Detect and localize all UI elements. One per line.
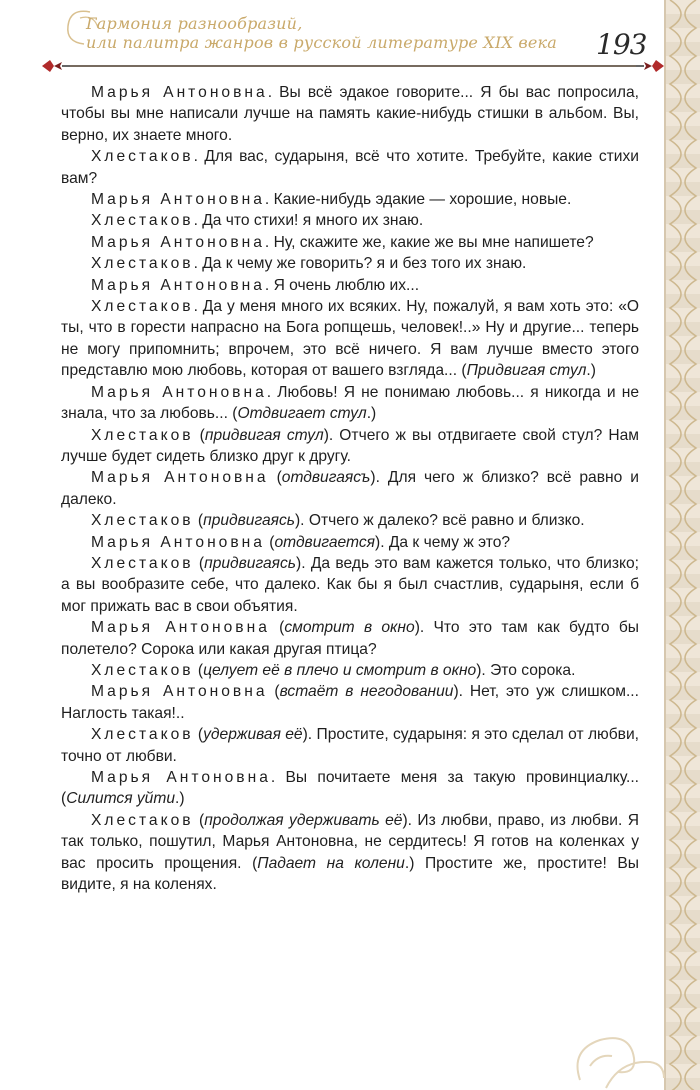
stage-direction: встаёт в негодовании [279,683,454,701]
dialogue-paragraph [61,189,639,210]
dialogue-paragraph [61,275,639,296]
dialogue-text: ( [267,683,280,701]
speaker-name: Хлестаков [91,212,194,230]
speaker-name: Хлестаков [91,811,194,829]
dialogue-text: ( [264,533,275,551]
dialogue-paragraph [61,724,639,767]
stage-direction: придвигаясь [204,554,296,572]
dialogue-paragraph [61,82,639,146]
stage-direction: Падает на колени [257,854,405,872]
dialogue-text: ). Это сорока. [476,661,576,679]
stage-direction: придвигаясь [203,512,295,530]
header-divider [40,58,666,74]
stage-direction: придвигая стул [204,426,324,444]
dialogue-text: . Ну, скажите же, какие же вы мне напишете? [264,233,594,251]
dialogue-text: ). Из любви, право, из любви. Я так только, пошутил, Марья Антоновна, не сердитесь! Я готов на коленках у вас просить прощения. ( [61,811,640,872]
speaker-name: Марья Антоновна [91,469,269,487]
speaker-name: Марья Антоновна [91,276,265,294]
speaker-name: Хлестаков [91,426,194,444]
dialogue-text: ( [193,512,204,530]
speaker-name: Марья Антоновна [91,383,267,401]
dialogue-text: . Да к чему же говорить? я и без того их знаю. [193,255,527,273]
speaker-name: Хлестаков [91,148,194,166]
dialogue-text: . Да что стихи! я много их знаю. [193,212,424,230]
page-number: 193 [596,28,647,61]
dialogue-text: ( [193,726,204,744]
dialogue-text: ( [193,811,205,829]
dialogue-text: . Вы почитаете меня за такую провинциалку... ( [61,769,639,808]
header-title [86,14,557,52]
speaker-name: Хлестаков [91,554,194,572]
speaker-name: Марья Антоновна [91,619,270,637]
stage-direction: целует её в плечо и смотрит в окно [203,661,477,679]
dialogue-paragraph [61,660,639,681]
page-header [0,0,666,80]
dialogue-paragraph [61,510,639,531]
dialogue-text: . Вы всё эдакое говорите... Я бы вас попросила, чтобы вы мне написали лучше на память какие-нибудь стишки в альбом. Вы, верно, их знаете много. [61,84,639,144]
dialogue-text: ). Отчего ж далеко? всё равно и близко. [294,512,585,530]
dialogue-text: ( [268,469,282,487]
speaker-name: Марья Антоновна [91,769,271,786]
decorative-border [664,0,700,1090]
dialogue-paragraph [61,467,639,510]
corner-swirl-icon [560,1000,670,1090]
dialogue-text: . Я очень люблю их... [264,276,420,294]
stage-direction: смотрит в окно [284,619,415,637]
speaker-name: Марья Антоновна [91,84,268,101]
speaker-name: Хлестаков [91,298,194,316]
dialogue-text: ). Отчего ж вы отдвигаете свой стул? Нам лучше будет сидеть близко друг к другу. [61,426,639,465]
dialogue-text: . Для вас, сударыня, всё что хотите. Требуйте, какие стихи вам? [61,148,639,187]
dialogue-text: ). Простите, сударыня: я это сделал от любви, точно от любви. [61,726,639,765]
stage-direction: Силится уйти [66,790,176,808]
dialogue-paragraph [61,146,639,189]
dialogue-paragraph [61,617,639,660]
page-text [61,82,639,895]
speaker-name: Хлестаков [91,726,194,744]
stage-direction: Отдвигает стул [237,405,367,423]
dialogue-text: ( [193,554,205,572]
right-ornament-icon [644,62,652,70]
dialogue-paragraph [61,210,639,231]
dialogue-paragraph [61,232,639,253]
dialogue-paragraph [61,810,639,896]
dialogue-text: ). Нет, это уж слишком... Наглость такая!.. [61,683,639,722]
stage-direction: Придвигая стул [466,362,587,380]
stage-direction: удерживая её [203,726,303,744]
speaker-name: Марья Антоновна [91,233,265,251]
dialogue-text: ( [269,619,285,637]
speaker-name: Хлестаков [91,512,194,530]
dialogue-text: ). Да к чему ж это? [375,533,511,551]
speaker-name: Хлестаков [91,255,194,273]
header-title-line1: Гармония разнообразий, [86,14,303,33]
speaker-name: Марья Антоновна [91,191,265,209]
dialogue-paragraph [61,382,639,425]
header-title-line2: или палитра жанров в русской литературе XIX века [86,33,558,52]
dialogue-paragraph [61,553,639,617]
dialogue-text: ( [193,426,205,444]
dialogue-paragraph [61,296,639,382]
left-ornament-icon [42,60,54,72]
dialogue-paragraph [61,767,639,810]
dialogue-text: . Какие-нибудь эдакие — хорошие, новые. [264,191,572,209]
dialogue-text: . Да у меня много их всяких. Ну, пожалуй, я вам хоть это: «О ты, что в горести напрасно на Бога ропщешь, человек!..» Ну и другие... теперь не могу припомнить; впрочем, это всё ничего. Я вам лучше вместо этого представлю мою любовь, которая от вашего взгляда... ( [61,298,639,380]
dialogue-text: .) Простите же, простите! Вы видите, я на коленях. [61,854,639,894]
dialogue-paragraph [61,253,639,274]
dialogue-text: .) [175,790,185,808]
dialogue-text: ( [193,661,204,679]
dialogue-text: ). Для чего ж близко? всё равно и далеко. [61,469,640,508]
speaker-name: Марья Антоновна [91,683,268,701]
dialogue-paragraph [61,532,639,553]
stage-direction: отдвигаясъ [281,469,371,487]
speaker-name: Марья Антоновна [91,533,265,551]
stage-direction: продолжая удерживать её [204,811,403,829]
dialogue-text: ). Что это там как будто бы полетело? Сорока или какая другая птица? [61,619,639,658]
dialogue-paragraph [61,681,639,724]
dialogue-paragraph [61,425,639,468]
stage-direction: отдвигается [274,533,375,551]
dialogue-text: .) [366,405,377,423]
speaker-name: Хлестаков [91,661,194,679]
dialogue-text: .) [586,362,596,380]
border-pattern-icon [666,0,700,1090]
dialogue-text: . Любовь! Я не понимаю любовь... я никогда и не знала, что за любовь... ( [61,383,639,423]
dialogue-text: ). Да ведь это вам кажется только, что близко; а вы вообразите себе, что далеко. Как бы я был счастлив, сударыня, если б мог прижать вас в свои объятия. [61,554,640,615]
